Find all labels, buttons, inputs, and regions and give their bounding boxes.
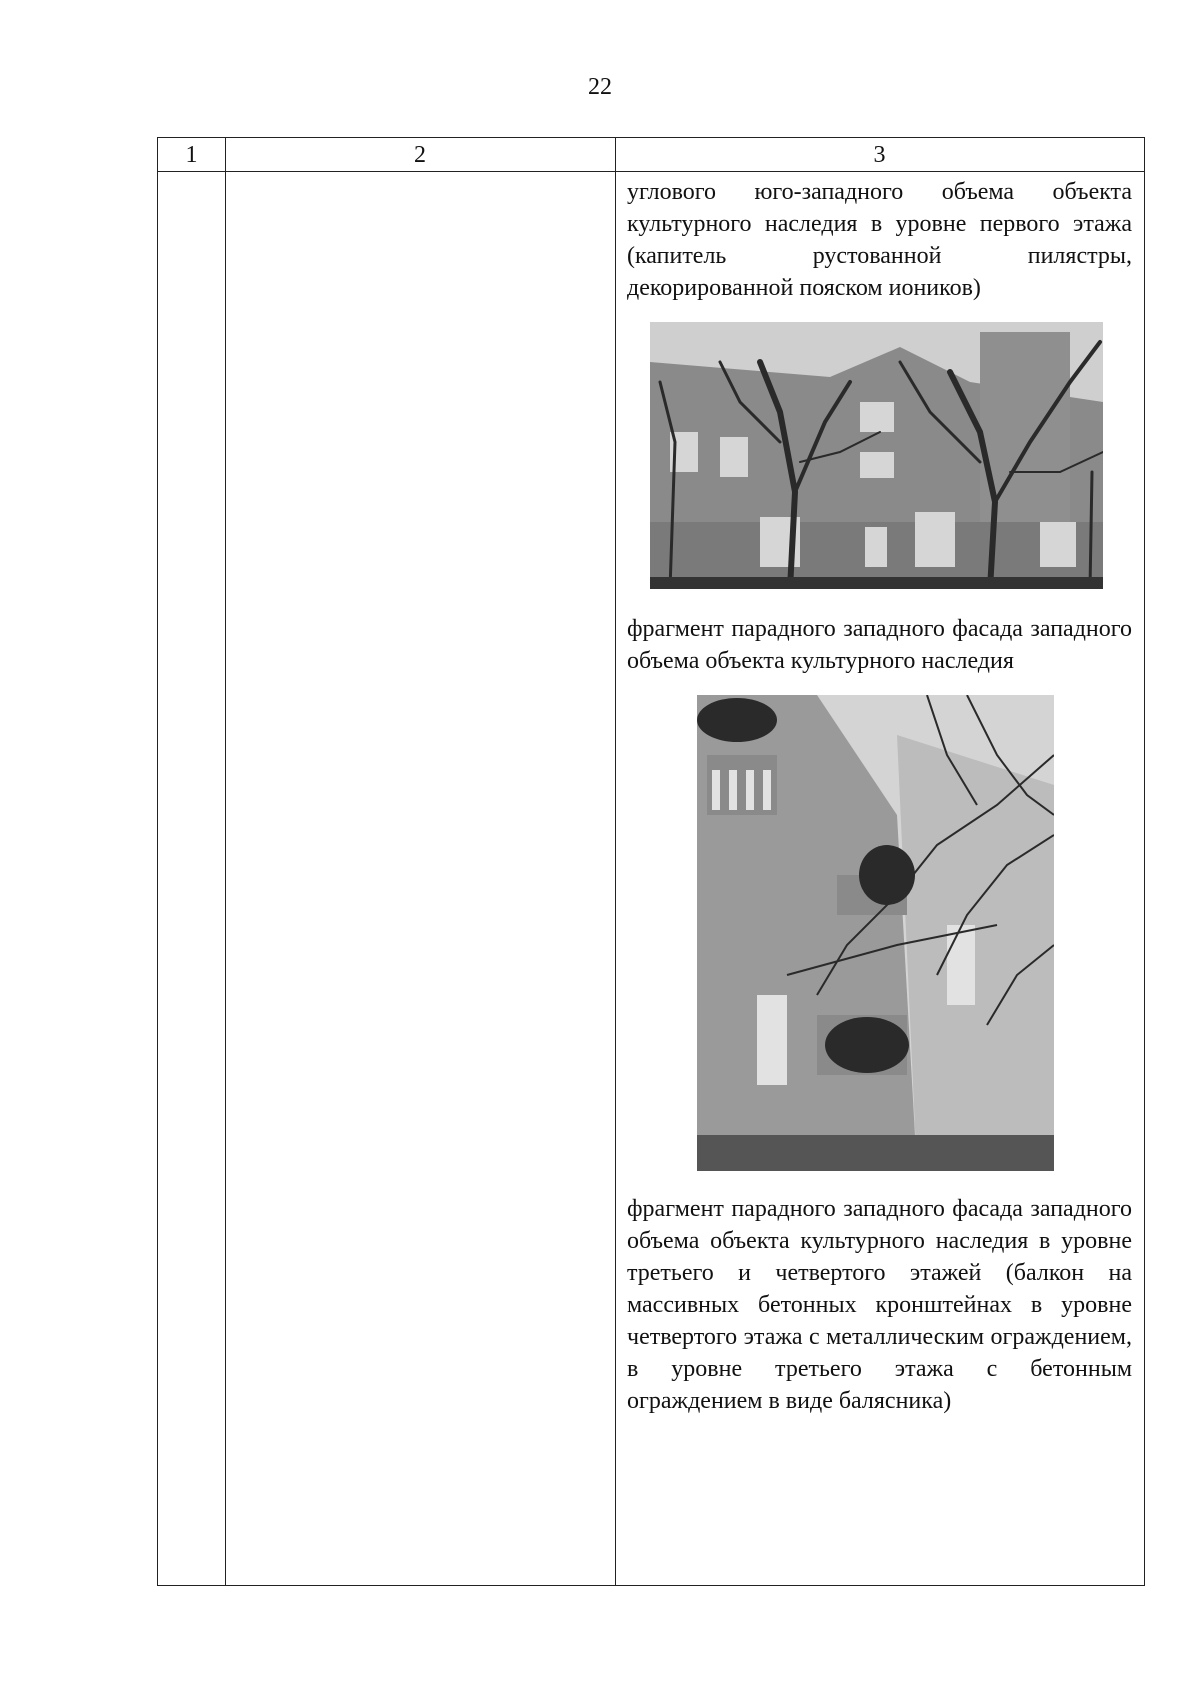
caption-text: фрагмент парадного западного фасада западного объема объекта культурного наследия [627, 616, 1132, 674]
balcony-photo [697, 695, 1054, 1171]
table-header-col-2: 2 [414, 142, 426, 168]
facade-photo [650, 322, 1103, 589]
page-number: 22 [588, 74, 612, 100]
table-header-divider [158, 171, 1144, 172]
table-column-divider [225, 138, 226, 1585]
caption-text: углового юго-западного объема объекта культурного наследия в уровне первого этажа (капитель рустованной пилястры, декорированной пояском иоников) [627, 179, 1132, 301]
table-header-col-3: 3 [873, 142, 886, 168]
document-table [157, 137, 1145, 1586]
table-cell-col-3 [627, 176, 1132, 1417]
table-header-col-1: 1 [185, 142, 198, 168]
table-column-divider [615, 138, 616, 1585]
caption-text: фрагмент парадного западного фасада западного объема объекта культурного наследия в уровне третьего и четвертого этажей (балкон на массивных бетонных кронштейнах в уровне четвертого этажа с металлическим ограждением, в уровне третьего этажа с бетонным ограждением в виде балясника) [627, 1196, 1132, 1414]
